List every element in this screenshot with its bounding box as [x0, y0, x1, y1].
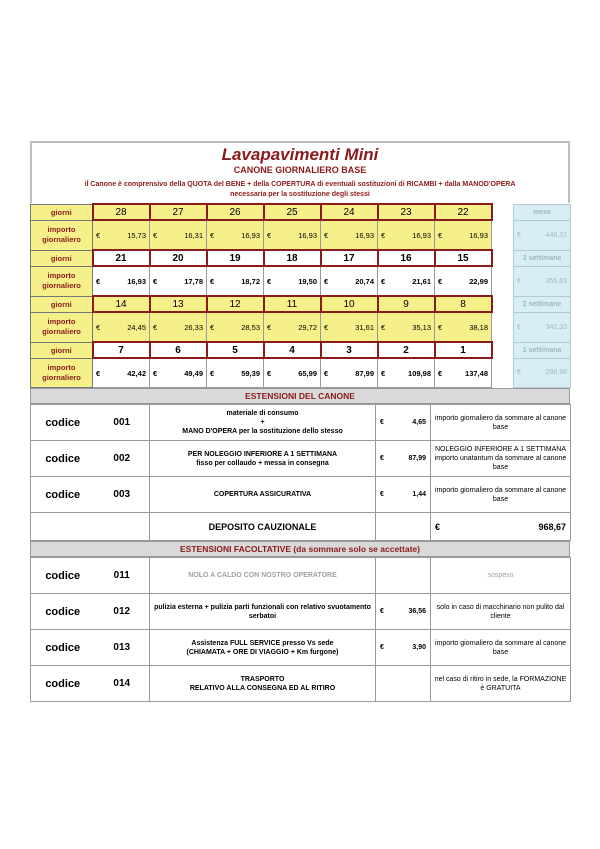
- currency-symbol: €: [381, 230, 386, 240]
- day-count-cell: 14: [93, 296, 150, 312]
- page-subtitle: CANONE GIORNALIERO BASE: [233, 165, 367, 175]
- daily-amount-cell: [378, 358, 435, 388]
- currency-symbol: €: [210, 230, 215, 240]
- day-count-cell: 17: [321, 250, 378, 266]
- extension-description: NOLO A CALDO CON NOSTRO OPERATORE: [150, 558, 376, 594]
- currency-symbol: €: [324, 368, 329, 378]
- currency-symbol: €: [267, 230, 272, 240]
- giorni-label: giorni: [31, 250, 93, 266]
- daily-amount-cell: [321, 358, 378, 388]
- daily-amount-value: 16,93: [298, 230, 317, 240]
- extension-note: solo in caso di macchinario non pulito dal cliente: [431, 594, 571, 630]
- daily-amount-cell: [321, 220, 378, 250]
- daily-amount-value: 16,93: [469, 230, 488, 240]
- currency-symbol: €: [153, 322, 158, 332]
- period-total-value: 440,31: [545, 231, 567, 239]
- importo-label: importo giornaliero: [31, 266, 93, 296]
- daily-amount-cell: [150, 266, 207, 296]
- currency-symbol: €: [438, 230, 443, 240]
- currency-symbol: €: [153, 230, 158, 240]
- daily-amount-cell: [435, 220, 492, 250]
- day-count-cell: 5: [207, 342, 264, 358]
- day-count-cell: 24: [321, 204, 378, 220]
- rates-table: [30, 203, 571, 388]
- daily-amount-row: [31, 358, 571, 388]
- extensions-table: [30, 404, 571, 541]
- days-row: [31, 296, 571, 312]
- day-count-cell: 15: [435, 250, 492, 266]
- extension-row: [31, 477, 571, 513]
- currency-symbol: €: [153, 276, 158, 286]
- daily-amount-value: 26,33: [184, 322, 203, 332]
- day-count-cell: 18: [264, 250, 321, 266]
- currency-symbol: €: [96, 322, 101, 332]
- daily-amount-cell: [93, 312, 150, 342]
- currency-symbol: €: [380, 455, 384, 462]
- extension-note: nel caso di ritiro in sede, la FORMAZIONE è GRATUITA: [431, 666, 571, 702]
- extension-price: 4,65: [412, 419, 426, 426]
- currency-symbol: €: [324, 322, 329, 332]
- daily-amount-cell: [150, 312, 207, 342]
- description-line-1: il Canone è comprensivo della QUOTA del BENE + della COPERTURA di eventuali sostituzioni di RICAMBI + dalla MANOD'OPERA: [84, 181, 516, 188]
- daily-amount-value: 24,45: [127, 322, 146, 332]
- daily-amount-value: 38,18: [469, 322, 488, 332]
- daily-amount-cell: [264, 312, 321, 342]
- period-label: mese: [514, 204, 571, 220]
- extension-row: [31, 441, 571, 477]
- extension-price-cell: [376, 558, 431, 594]
- currency-symbol: €: [324, 230, 329, 240]
- code-number: 013: [95, 630, 150, 666]
- day-count-cell: 22: [435, 204, 492, 220]
- extension-row: [31, 630, 571, 666]
- daily-amount-row: [31, 266, 571, 296]
- currency-symbol: €: [438, 276, 443, 286]
- period-total-value: 298,96: [545, 369, 567, 377]
- currency-symbol: €: [438, 368, 443, 378]
- currency-symbol: €: [517, 231, 521, 239]
- days-row: [31, 342, 571, 358]
- daily-amount-value: 137,48: [465, 368, 488, 378]
- daily-amount-cell: [264, 220, 321, 250]
- code-label: codice: [31, 558, 95, 594]
- currency-symbol: €: [380, 608, 384, 615]
- giorni-label: giorni: [31, 342, 93, 358]
- daily-amount-value: 42,42: [127, 368, 146, 378]
- code-label: codice: [31, 441, 95, 477]
- day-count-cell: 12: [207, 296, 264, 312]
- currency-symbol: €: [210, 368, 215, 378]
- daily-amount-value: 35,13: [412, 322, 431, 332]
- code-label: codice: [31, 666, 95, 702]
- extension-price-cell: [376, 594, 431, 630]
- day-count-cell: 6: [150, 342, 207, 358]
- canone-description: [32, 176, 568, 203]
- extension-description: materiale di consumo + MANO D'OPERA per la sostituzione dello stesso: [150, 405, 376, 441]
- currency-symbol: €: [517, 369, 521, 377]
- extension-price: 3,90: [412, 644, 426, 651]
- day-count-cell: 8: [435, 296, 492, 312]
- importo-label: importo giornaliero: [31, 312, 93, 342]
- daily-amount-value: 16,93: [241, 230, 260, 240]
- deposit-label: DEPOSITO CAUZIONALE: [150, 513, 376, 541]
- daily-amount-value: 49,49: [184, 368, 203, 378]
- deposit-value-cell: [431, 513, 571, 541]
- daily-amount-cell: [207, 358, 264, 388]
- daily-amount-value: 20,74: [355, 276, 374, 286]
- giorni-label: giorni: [31, 204, 93, 220]
- day-count-cell: 21: [93, 250, 150, 266]
- deposit-value: 968,67: [538, 521, 566, 532]
- currency-symbol: €: [517, 277, 521, 285]
- daily-amount-cell: [435, 266, 492, 296]
- extension-price-cell: [376, 666, 431, 702]
- extension-description: TRASPORTO RELATIVO ALLA CONSEGNA ED AL RITIRO: [150, 666, 376, 702]
- period-total-value: 355,63: [545, 277, 567, 285]
- code-number: 001: [95, 405, 150, 441]
- extension-price: 36,56: [408, 608, 426, 615]
- deposit-blank: [31, 513, 150, 541]
- page-title: Lavapavimenti Mini: [221, 145, 379, 164]
- day-count-cell: 25: [264, 204, 321, 220]
- gap-cell: [492, 342, 514, 358]
- daily-amount-value: 28,53: [241, 322, 260, 332]
- extension-row: [31, 666, 571, 702]
- extension-row: [31, 558, 571, 594]
- gap-cell: [492, 358, 514, 388]
- importo-label: importo giornaliero: [31, 220, 93, 250]
- daily-amount-value: 16,93: [355, 230, 374, 240]
- code-label: codice: [31, 594, 95, 630]
- day-count-cell: 20: [150, 250, 207, 266]
- day-count-cell: 19: [207, 250, 264, 266]
- optional-table: [30, 557, 571, 702]
- period-label: 3 settimane: [514, 250, 571, 266]
- period-label: 1 settimana: [514, 342, 571, 358]
- daily-amount-cell: [378, 266, 435, 296]
- extension-description: COPERTURA ASSICURATIVA: [150, 477, 376, 513]
- extension-description: Assistenza FULL SERVICE presso Vs sede (CHIAMATA + ORE DI VIAGGIO + Km furgone): [150, 630, 376, 666]
- extension-price: 1,44: [412, 491, 426, 498]
- day-count-cell: 11: [264, 296, 321, 312]
- period-total-cell: [514, 266, 571, 296]
- gap-cell: [492, 266, 514, 296]
- gap-cell: [492, 250, 514, 266]
- currency-symbol: €: [380, 491, 384, 498]
- day-count-cell: 27: [150, 204, 207, 220]
- extension-note: importo giornaliero da sommare al canone base: [431, 405, 571, 441]
- code-label: codice: [31, 405, 95, 441]
- giorni-label: giorni: [31, 296, 93, 312]
- currency-symbol: €: [96, 368, 101, 378]
- daily-amount-value: 16,31: [184, 230, 203, 240]
- daily-amount-value: 31,61: [355, 322, 374, 332]
- extension-note: importo giornaliero da sommare al canone base: [431, 630, 571, 666]
- code-number: 014: [95, 666, 150, 702]
- sheet-header: [30, 141, 570, 203]
- code-number: 011: [95, 558, 150, 594]
- daily-amount-cell: [435, 358, 492, 388]
- currency-symbol: €: [153, 368, 158, 378]
- importo-label: importo giornaliero: [31, 358, 93, 388]
- daily-amount-cell: [321, 266, 378, 296]
- currency-symbol: €: [210, 322, 215, 332]
- code-number: 002: [95, 441, 150, 477]
- daily-amount-cell: [207, 220, 264, 250]
- day-count-cell: 3: [321, 342, 378, 358]
- daily-amount-row: [31, 312, 571, 342]
- currency-symbol: €: [267, 276, 272, 286]
- extension-row: [31, 405, 571, 441]
- daily-amount-value: 16,93: [127, 276, 146, 286]
- daily-amount-cell: [321, 312, 378, 342]
- currency-symbol: €: [438, 322, 443, 332]
- code-number: 012: [95, 594, 150, 630]
- gap-cell: [492, 296, 514, 312]
- day-count-cell: 1: [435, 342, 492, 358]
- day-count-cell: 2: [378, 342, 435, 358]
- day-count-cell: 26: [207, 204, 264, 220]
- daily-amount-value: 18,72: [241, 276, 260, 286]
- price-sheet: [30, 141, 570, 702]
- period-total-cell: [514, 220, 571, 250]
- daily-amount-row: [31, 220, 571, 250]
- daily-amount-value: 17,78: [184, 276, 203, 286]
- daily-amount-cell: [264, 266, 321, 296]
- daily-amount-cell: [150, 358, 207, 388]
- daily-amount-value: 22,99: [469, 276, 488, 286]
- daily-amount-cell: [150, 220, 207, 250]
- daily-amount-cell: [207, 266, 264, 296]
- currency-symbol: €: [380, 644, 384, 651]
- period-total-value: 342,33: [545, 323, 567, 331]
- day-count-cell: 13: [150, 296, 207, 312]
- days-row: [31, 204, 571, 220]
- gap-cell: [492, 220, 514, 250]
- extension-row: [31, 594, 571, 630]
- day-count-cell: 7: [93, 342, 150, 358]
- daily-amount-cell: [93, 220, 150, 250]
- currency-symbol: €: [96, 276, 101, 286]
- currency-symbol: €: [210, 276, 215, 286]
- daily-amount-value: 16,93: [412, 230, 431, 240]
- day-count-cell: 16: [378, 250, 435, 266]
- extension-note: NOLEGGIO INFERIORE A 1 SETTIMANA importo unatantum da sommare al canone base: [431, 441, 571, 477]
- daily-amount-cell: [378, 312, 435, 342]
- daily-amount-cell: [93, 358, 150, 388]
- code-label: codice: [31, 630, 95, 666]
- extension-price-cell: [376, 630, 431, 666]
- daily-amount-value: 59,39: [241, 368, 260, 378]
- daily-amount-value: 109,98: [408, 368, 431, 378]
- extension-price: 87,99: [408, 455, 426, 462]
- deposit-blank-2: [376, 513, 431, 541]
- deposit-row: [31, 513, 571, 541]
- daily-amount-value: 21,61: [412, 276, 431, 286]
- code-number: 003: [95, 477, 150, 513]
- daily-amount-cell: [264, 358, 321, 388]
- extension-description: PER NOLEGGIO INFERIORE A 1 SETTIMANA fisso per collaudo + messa in consegna: [150, 441, 376, 477]
- extension-price-cell: [376, 477, 431, 513]
- days-row: [31, 250, 571, 266]
- gap-cell: [492, 312, 514, 342]
- extension-note: importo giornaliero da sommare al canone base: [431, 477, 571, 513]
- currency-symbol: €: [517, 323, 521, 331]
- day-count-cell: 4: [264, 342, 321, 358]
- currency-symbol: €: [96, 230, 101, 240]
- daily-amount-cell: [207, 312, 264, 342]
- daily-amount-value: 65,99: [298, 368, 317, 378]
- period-total-cell: [514, 358, 571, 388]
- currency-symbol: €: [380, 419, 384, 426]
- daily-amount-value: 15,73: [127, 230, 146, 240]
- extension-note: sospeso: [431, 558, 571, 594]
- extension-description: pulizia esterna + pulizia parti funzionali con relativo svuotamento serbatoi: [150, 594, 376, 630]
- optional-header: ESTENSIONI FACOLTATIVE (da sommare solo se accettate): [30, 541, 570, 557]
- code-label: codice: [31, 477, 95, 513]
- extensions-header: ESTENSIONI DEL CANONE: [30, 388, 570, 404]
- deposit-currency: €: [435, 521, 441, 532]
- day-count-cell: 23: [378, 204, 435, 220]
- currency-symbol: €: [324, 276, 329, 286]
- daily-amount-value: 29,72: [298, 322, 317, 332]
- currency-symbol: €: [381, 276, 386, 286]
- extension-price-cell: [376, 441, 431, 477]
- currency-symbol: €: [381, 322, 386, 332]
- extension-price-cell: [376, 405, 431, 441]
- period-label: 2 settimane: [514, 296, 571, 312]
- daily-amount-value: 19,50: [298, 276, 317, 286]
- daily-amount-cell: [378, 220, 435, 250]
- day-count-cell: 10: [321, 296, 378, 312]
- description-line-2: necessaria per la sostituzione degli stessi: [230, 191, 370, 198]
- currency-symbol: €: [381, 368, 386, 378]
- currency-symbol: €: [267, 368, 272, 378]
- day-count-cell: 28: [93, 204, 150, 220]
- period-total-cell: [514, 312, 571, 342]
- currency-symbol: €: [267, 322, 272, 332]
- daily-amount-cell: [435, 312, 492, 342]
- gap-cell: [492, 204, 514, 220]
- daily-amount-value: 87,99: [355, 368, 374, 378]
- day-count-cell: 9: [378, 296, 435, 312]
- daily-amount-cell: [93, 266, 150, 296]
